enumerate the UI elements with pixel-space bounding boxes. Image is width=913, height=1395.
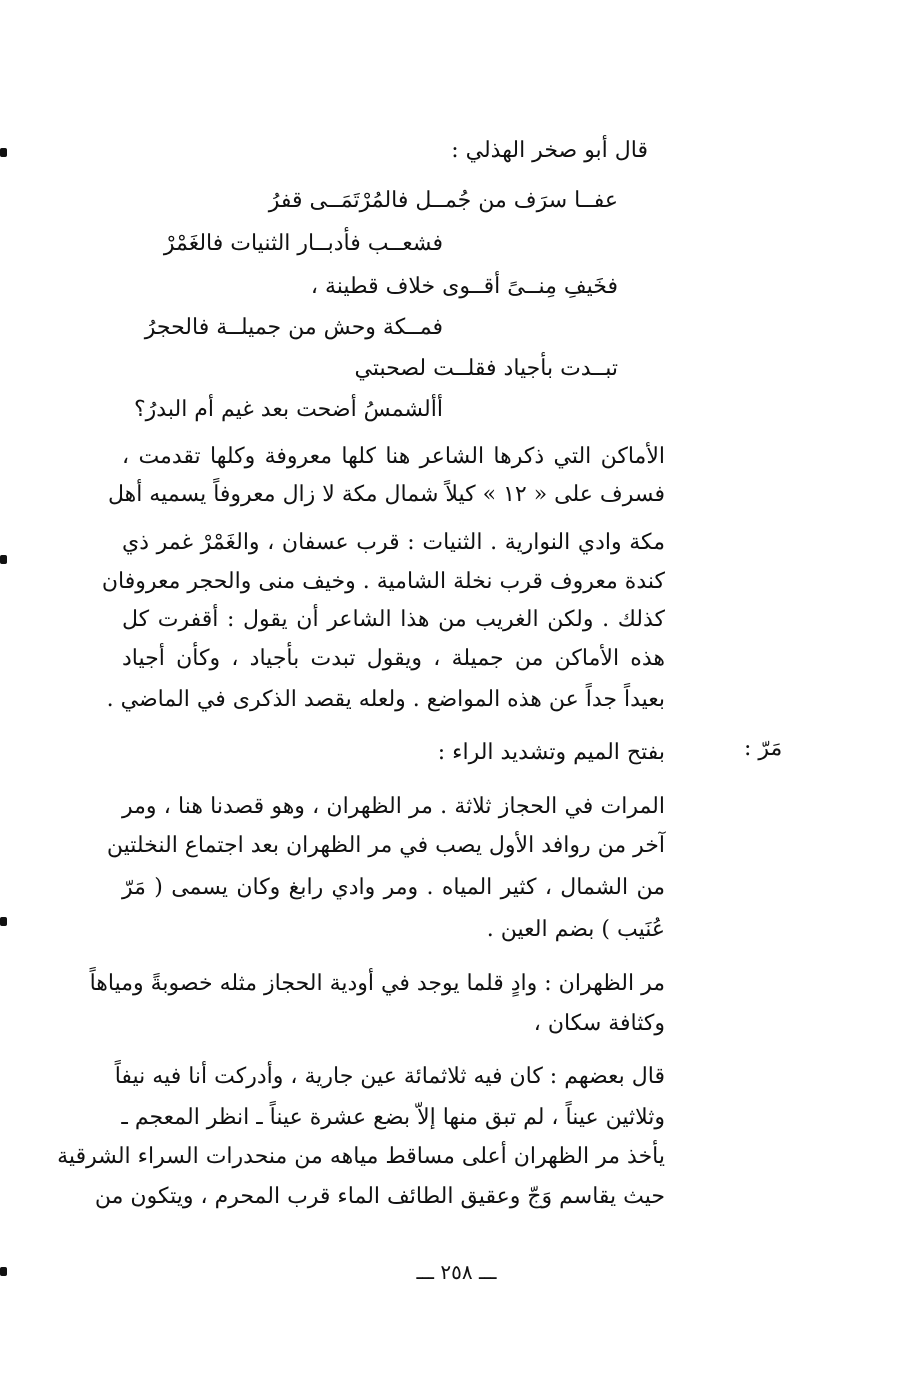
paragraph-line: المرات في الحجاز ثلاثة . مر الظهران ، وهو قصدنا هنا ، ومر	[122, 794, 665, 819]
poem-line: فمــكة وحش من جميلــة فالحجرُ	[144, 315, 443, 340]
poem-line: تبــدت بأجياد فقلــت لصحبتي	[354, 356, 618, 381]
poem-intro: قال أبو صخر الهذلي :	[451, 138, 648, 163]
paragraph-line: مكة وادي النوارية . الثنيات : قرب عسفان ، والغَمْرْ غمر ذي	[122, 530, 665, 555]
paragraph-line: من الشمال ، كثير المياه . ومر وادي رابغ وكان يسمى ( مَرّ	[122, 875, 665, 900]
poem-line: فشعــب فأدبــار الثنيات فالغَمْرْ	[163, 231, 443, 256]
paragraph-line: الأماكن التي ذكرها الشاعر هنا كلها معروفة وكلها تقدمت ،	[122, 444, 665, 469]
poem-line: فخَيفِ مِنــىً أقــوى خلاف قطينة ،	[310, 274, 618, 299]
poem-line: عفــا سرَف من جُمــل فالمُرْتَمَــى قفرُ	[268, 188, 618, 213]
paragraph-line: عُنَيب ) بضم العين .	[486, 917, 665, 942]
paragraph-line: وثلاثين عيناً ، لم تبق منها إلاّ بضع عشرة عيناً ـ انظر المعجم ـ	[121, 1105, 665, 1130]
entry-headword: مَرّ :	[744, 736, 783, 761]
paragraph-line: قال بعضهم : كان فيه ثلاثمائة عين جارية ، وأدركت أنا فيه نيفاً	[114, 1064, 665, 1089]
paragraph-line: مر الظهران : وادٍ قلما يوجد في أودية الحجاز مثله خصوبةً ومياهاً	[89, 971, 665, 996]
paragraph-line: كندة معروف قرب نخلة الشامية . وخيف منى والحجر معروفان	[101, 569, 665, 594]
margin-mark	[0, 917, 7, 926]
paragraph-line: بعيداً جداً عن هذه المواضع . ولعله يقصد الذكرى في الماضي .	[106, 687, 665, 712]
margin-mark	[0, 555, 7, 564]
paragraph-line: آخر من روافد الأول يصب في مر الظهران بعد اجتماع النخلتين	[106, 833, 665, 858]
paragraph-line: وكثافة سكان ،	[533, 1011, 665, 1036]
paragraph-line: فسرف على « ١٢ » كيلاً شمال مكة لا زال معروفاً يسميه أهل	[107, 482, 665, 507]
poem-line: أألشمسُ أضحت بعد غيم أم البدرُ؟	[134, 397, 443, 422]
paragraph-line: كذلك . ولكن الغريب من هذا الشاعر أن يقول : أقفرت كل	[122, 607, 665, 632]
margin-mark	[0, 148, 7, 157]
paragraph-line: هذه الأماكن من جميلة ، ويقول تبدت بأجياد ، وكأن أجياد	[122, 646, 665, 671]
entry-definition: بفتح الميم وتشديد الراء :	[437, 740, 665, 765]
page-number: ـــ ٢٥٨ ـــ	[416, 1260, 497, 1284]
paragraph-line: يأخذ مر الظهران أعلى مساقط مياهه من منحدرات السراء الشرقية	[57, 1144, 665, 1169]
paragraph-line: حيث يقاسم وَجّ وعقيق الطائف الماء قرب المحرم ، ويتكون من	[94, 1184, 665, 1209]
